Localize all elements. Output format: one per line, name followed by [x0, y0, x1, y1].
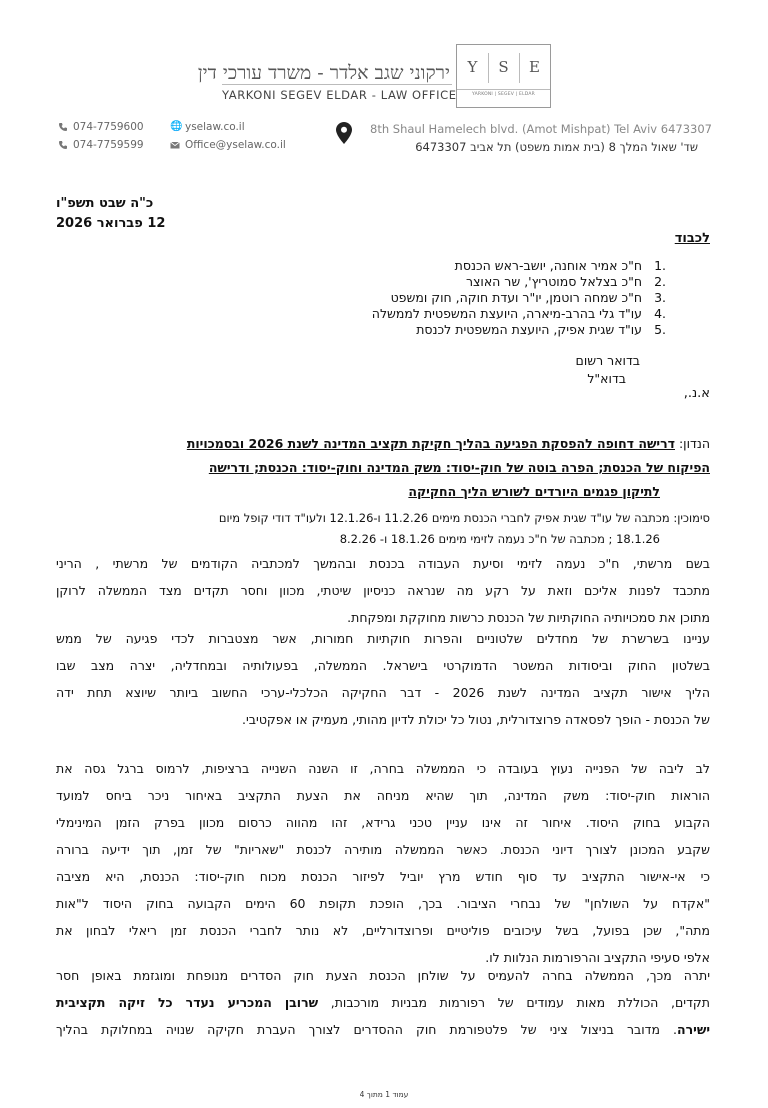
paragraph-line: מתה", שכן בפועל, בשל עיכובים פוליטיים ופרוצדורליים, לא נותר לחברי הכנסת זמן ריאלי לבחון את [56, 923, 710, 938]
recipient-item [300, 258, 666, 274]
paragraph-2 [56, 625, 710, 733]
page-number: עמוד 1 מתוך 4 [359, 1090, 409, 1099]
subject-text-2: הפיקוח של הכנסת; הפרה בוטה של חוק-יסוד: משק המדינה וחוק-יסוד: הכנסת; ודרישה [208, 460, 710, 475]
to-label: לכבוד [674, 231, 710, 246]
recipient-text: ח"כ אמיר אוחנה, יושב-ראש הכנסת [454, 258, 642, 273]
paragraph-line: אלפי סעיפי התקציב והרפורמות הנלוות לו. [485, 950, 710, 965]
website-url: yselaw.co.il [185, 121, 245, 133]
mail-icon [170, 140, 180, 150]
recipient-text: עו"ד גלי בהרב-מיארה, היועצת המשפטית לממשלה [371, 306, 642, 321]
address-hebrew: שד' שאול המלך 8 (בית אמות משפט) תל אביב 6473307 [415, 140, 698, 154]
phone-contact [58, 121, 144, 133]
paragraph-line: לב ליבה של הפנייה נעוץ בעובדה כי הממשלה בחרה, זו השנה השנייה ברציפות, לרמוס ברגל גסה את [56, 761, 710, 776]
paragraph-line: בשם מרשתי, ח"כ נעמה לזימי וסיעת העבודה בכנסת ובהמשך למכתביה הקודמים של מרשתי , הריני [56, 556, 710, 571]
subject-text-3: לתיקון פגמים היורדים לשורש הליך החקיקה [408, 484, 660, 499]
phone-number: 074-7759600 [73, 121, 144, 133]
fax-contact [58, 139, 144, 151]
recipient-item [300, 290, 666, 306]
globe-icon: 🌐 [170, 121, 183, 132]
paragraph-line: שקבע המכונן לצורך דיוני הכנסת. כאשר הממשלה מותירה לכנסת "שאריות" של זמן, תוך ידיעה ברורה [56, 842, 710, 857]
website-contact [170, 121, 245, 133]
letter-date [56, 194, 216, 234]
recipient-text: ח"כ בצלאל סמוטריץ', שר האוצר [465, 274, 642, 289]
paragraph-line: מתכבד לפנות אליכם וזאת על רקע מה שנראה כניסיון שיטתי, מכוון וחסר תקדים מצד הממשלה לרוקן [56, 583, 710, 598]
recipient-number: 3. [654, 290, 666, 305]
subject-line-1 [90, 432, 710, 456]
paragraph-line: של הכנסת - הופך לפסאדה פרוצדורלית, נטול כל יכולת לדיון מהותי, מעמיק או אפקטיבי. [242, 712, 710, 727]
reference-line-2: 18.1.26 ; מכתבה של ח"כ נעמה לזימי מימים 18.1.26 ו- 8.2.26 [339, 532, 660, 546]
paragraph-line [56, 989, 710, 1016]
recipients-list [300, 258, 666, 338]
reference-line-1: סימוכין: מכתבה של עו"ד שגית אפיק לחברי הכנסת מימים 11.2.26 ו-12.1.26 ולעו"ד דודי קופל מיום [218, 511, 710, 525]
paragraph-4 [56, 962, 710, 1043]
paragraph-line: הקבוע בחוק היסוד. איחור זה אינו עניין טכני גרידא, זהו מהווה כרסום מכוון בפרק הזמן המינימלי [56, 815, 710, 830]
recipient-number: 5. [654, 322, 666, 337]
paragraph-line: הוראות חוק-יסוד: משק המדינה, תוך שהיא מניחה את הצעת התקציב באיחור ניכר ביחס למועד [56, 788, 710, 803]
references [150, 508, 710, 550]
firm-name-english: YARKONI SEGEV ELDAR - LAW OFFICE [222, 88, 457, 102]
delivery-registered-mail: בדואר רשום [575, 353, 640, 368]
recipient-text: ח"כ שמחה רוטמן, יו"ר ועדת חוקה, חוק ומשפט [390, 290, 642, 305]
firm-name-hebrew: ירקוני שגב אלדר - משרד עורכי דין [197, 62, 450, 84]
paragraph-text: . מדובר בניצול ציני של פלטפורמת חוק ההסדרים לצורך העברת חקיקה שנויה במחלוקת בהליך [56, 1022, 678, 1037]
hebrew-date: כ"ה שבט תשפ"ו [56, 196, 154, 211]
email-address: Office@yselaw.co.il [185, 139, 286, 151]
paragraph-line: בשלטון החוק וביסודות המשטר הדמוקרטי בישראל. הממשלה, בפעולותיה ובמחדליה, יצרה מצב שבו [56, 658, 710, 673]
subject-text-1: דרישה דחופה להפסקת הפגיעה בהליך חקיקת תקציב המדינה לשנת 2026 ובסמכויות [186, 436, 675, 451]
address-english: 8th Shaul Hamelech blvd. (Amot Mishpat) Tel Aviv 6473307 [370, 122, 712, 136]
fax-number: 074-7759599 [73, 139, 144, 151]
phone-icon [58, 122, 68, 132]
recipient-item [300, 274, 666, 290]
subject-prefix: הנדון: [675, 436, 710, 451]
letterhead-divider [222, 84, 452, 85]
paragraph-line: מתוכן את סמכויותיה החוקתיות של הכנסת כרשות מחוקקת ומפקחת. [347, 610, 710, 625]
recipient-number: 4. [654, 306, 666, 321]
logo-rule [457, 89, 550, 90]
recipient-text: עו"ד שגית אפיק, היועצת המשפטית לכנסת [416, 322, 642, 337]
paragraph-bold-text: ישירה [677, 1022, 710, 1037]
subject-block [90, 432, 710, 504]
logo-letter-s: S [498, 58, 509, 76]
paragraph-line: "אקדח על השולחן" של נבחרי הציבור. בכך, הופכת תקופת 60 הימים הקבועה בחוק היסוד ל"אות [56, 896, 710, 911]
paragraph-1 [56, 550, 710, 631]
subject-line-3 [90, 480, 710, 504]
logo-tagline: YARKONI | SEGEV | ELDAR [472, 92, 535, 97]
recipient-number: 2. [654, 274, 666, 289]
delivery-email: בדוא"ל [587, 371, 626, 386]
gregorian-date: 12 פברואר 2026 [56, 216, 166, 231]
paragraph-bold-text: שרובן המכריע נעדר כל זיקה תקציבית [56, 995, 319, 1010]
logo-letter-y: Y [467, 58, 478, 76]
paragraph-text: תקדים, הכוללת מאות עמודים של רפורמות מבניות מורכבות, [318, 995, 710, 1010]
recipient-item [300, 322, 666, 338]
paragraph-line [56, 1016, 710, 1043]
subject-line-2 [90, 456, 710, 480]
email-contact [170, 139, 286, 151]
fax-icon [58, 140, 68, 150]
paragraph-line: הליך אישור תקציב המדינה לשנת 2026 - דבר החקיקה הכלכלי-ערכי החשוב ביותר שיוצא תחת ידה [56, 685, 711, 700]
recipient-number: 1. [654, 258, 666, 273]
delivery-method [450, 352, 640, 388]
logo-letter-e: E [529, 58, 540, 76]
firm-logo [456, 44, 551, 108]
location-pin-icon [336, 122, 352, 144]
paragraph-3 [56, 755, 710, 971]
paragraph-line: כי אי-אישור התקציב עד סוף חודש מרץ יוביל לפיזור הכנסת מכוח חוק-יסוד: הכנסת, היא מציבה [56, 869, 710, 884]
paragraph-line: יתרה מכך, הממשלה בחרה להעמיס על שולחן הכנסת הצעת חוק הסדרים מנופחת ומוגזמת באופן חסר [56, 968, 710, 983]
recipient-item [300, 306, 666, 322]
salutation: א.נ., [683, 386, 710, 401]
paragraph-line: עניינו בשרשרת של מחדלים שלטוניים והפרות חוקתיות חמורות, אשר מצטברות לכדי פגיעה של ממש [56, 631, 710, 646]
